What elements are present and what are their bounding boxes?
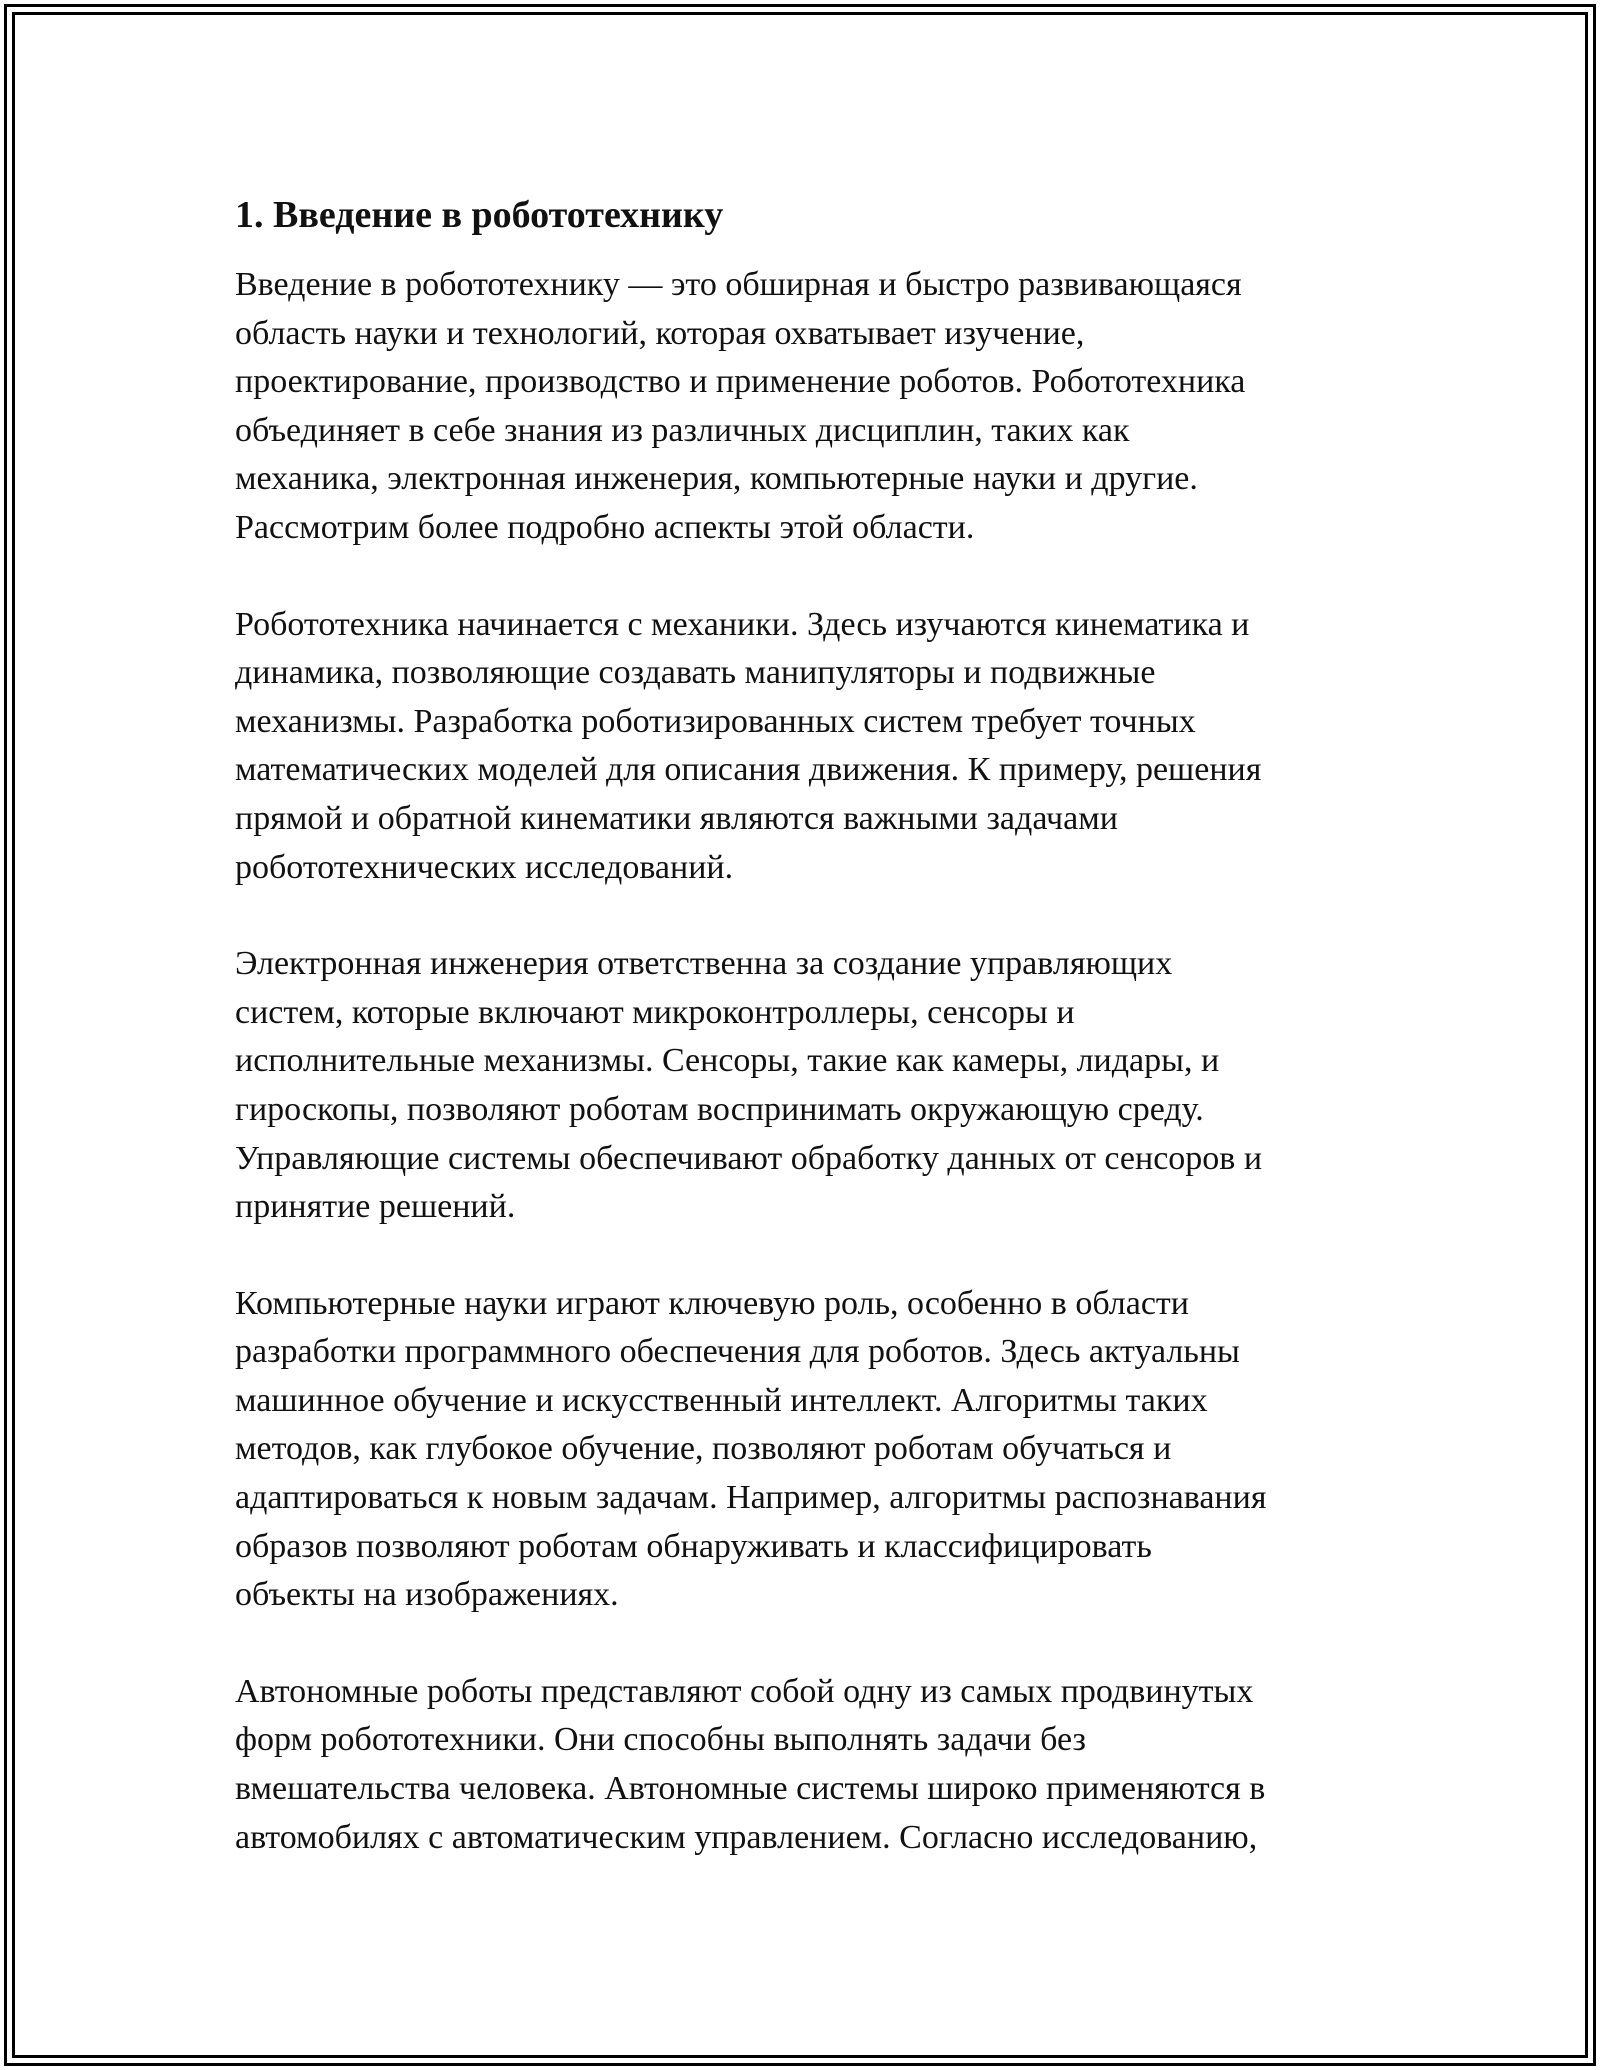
document-body [235,187,1365,1910]
paragraph-mechanics: Робототехника начинается с механики. Здесь изучаются кинематика и динамика, позволяющие создавать манипуляторы и подвижные механизмы. Разработка роботизированных систем требует точных математических моделей для описания движения. К примеру, решения прямой и обратной кинематики являются важными задачами робототехнических исследований. [235,605,1262,886]
paragraph-introduction: Введение в робототехнику — это обширная и быстро развивающаяся область науки и технологий, которая охватывает изучение, проектирование, производство и применение роботов. Робототехника объединяет в себе знания из различных дисциплин, таких как механика, электронная инженерия, компьютерные науки и другие. Рассмотрим более подробно аспекты этой области. [235,266,1246,546]
paragraph-computer-science: Компьютерные науки играют ключевую роль, особенно в области разработки программного обеспечения для роботов. Здесь актуальны машинное обучение и искусственный интеллект. Алгоритмы таких методов, как глубокое обучение, позволяют роботам обучаться и адаптироваться к новым задачам. Например, алгоритмы распознавания образов позволяют роботам обнаруживать и классифицировать объекты на изображениях. [235,1284,1267,1614]
section-heading: 1. Введение в робототехнику [235,194,724,236]
paragraph-electronics: Электронная инженерия ответственна за создание управляющих систем, которые включают микроконтроллеры, сенсоры и исполнительные механизмы. Сенсоры, такие как камеры, лидары, и гироскопы, позволяют роботам воспринимать окружающую среду. Управляющие системы обеспечивают обработку данных от сенсоров и принятие решений. [235,945,1263,1226]
paragraph-autonomous-robots: Автономные роботы представляют собой одну из самых продвинутых форм робототехники. Они способны выполнять задачи без вмешательства человека. Автономные системы широко применяются в автомобилях с автоматическим управлением. Согласно исследованию, [235,1672,1266,1856]
